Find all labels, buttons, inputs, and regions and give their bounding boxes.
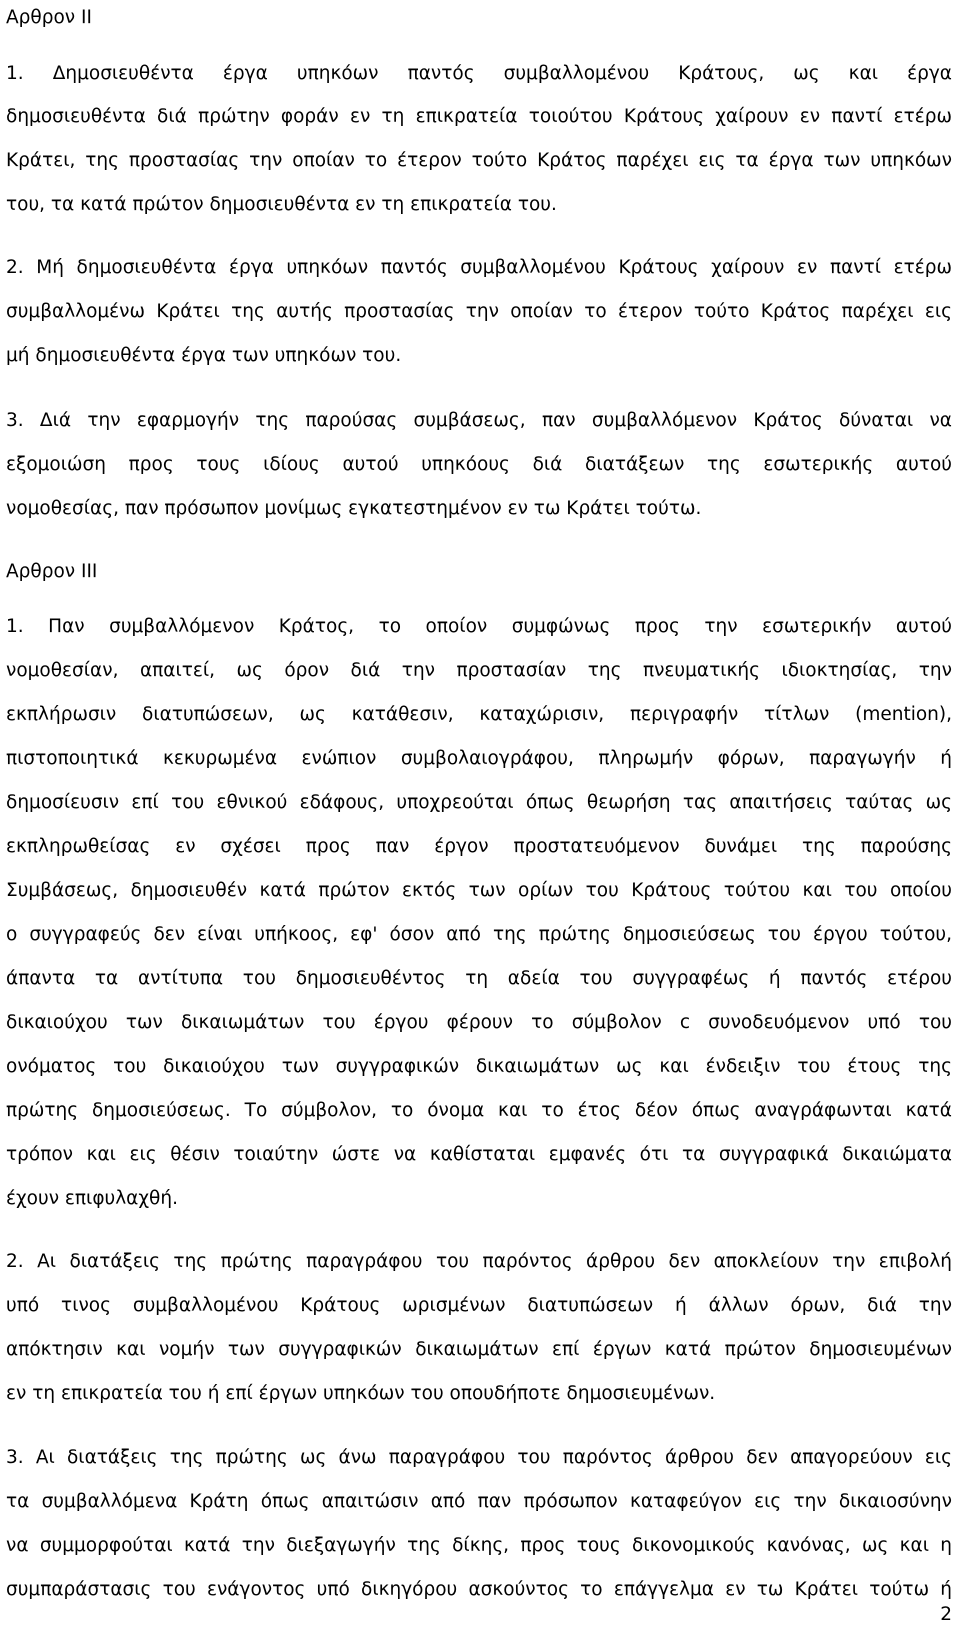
text-line: Συμβάσεως, δημοσιευθέν κατά πρώτον εκτός των ορίων του Κράτους τούτου και του οποίου bbox=[6, 880, 952, 901]
text-line: εν τη επικρατεία του ή επί έργων υπηκόων του οπουδήποτε δημοσιευμένων. bbox=[6, 1383, 716, 1404]
text-line: εκπλήρωσιν διατυπώσεων, ως κατάθεσιν, καταχώρισιν, περιγραφήν τίτλων (mention), bbox=[6, 704, 952, 725]
text-line: εκπληρωθείσας εν σχέσει προς παν έργον προστατευόμενον δυνάμει της παρούσης bbox=[6, 836, 952, 857]
text-line: 3. Αι διατάξεις της πρώτης ως άνω παραγράφου του παρόντος άρθρου δεν απαγορεύουν εις bbox=[6, 1447, 952, 1468]
text-line: έχουν επιφυλαχθή. bbox=[6, 1188, 178, 1209]
text-line: άπαντα τα αντίτυπα του δημοσιευθέντος τη αδεία του συγγραφέως ή παντός ετέρου bbox=[6, 968, 952, 989]
text-line: τα συμβαλλόμενα Κράτη όπως απαιτώσιν από παν πρόσωπον καταφεύγον εις την δικαιοσύνην bbox=[6, 1491, 952, 1512]
text-line: 2. Μή δημοσιευθέντα έργα υπηκόων παντός συμβαλλομένου Κράτους χαίρουν εν παντί ετέρω bbox=[6, 257, 952, 278]
page-number: 2 bbox=[940, 1604, 952, 1625]
text-line: υπό τινος συμβαλλομένου Κράτους ωρισμένων διατυπώσεων ή άλλων όρων, διά την bbox=[6, 1295, 952, 1316]
article-2-title: Αρθρον ΙΙ bbox=[6, 7, 92, 28]
text-line: του, τα κατά πρώτον δημοσιευθέντα εν τη επικρατεία του. bbox=[6, 194, 557, 215]
text-line: τρόπον και εις θέσιν τοιαύτην ώστε να καθίσταται εμφανές ότι τα συγγραφικά δικαιώματα bbox=[6, 1144, 952, 1165]
text-line: Κράτει, της προστασίας την οποίαν το έτερον τούτο Κράτος παρέχει εις τα έργα των υπηκόων bbox=[6, 150, 952, 171]
text-line: πιστοποιητικά κεκυρωμένα ενώπιον συμβολαιογράφου, πληρωμήν φόρων, παραγωγήν ή bbox=[6, 748, 952, 769]
text-line: συμπαράστασις του ενάγοντος υπό δικηγόρου ασκούντος το επάγγελμα εν τω Κράτει τούτω ή bbox=[6, 1579, 952, 1600]
text-line: 2. Αι διατάξεις της πρώτης παραγράφου του παρόντος άρθρου δεν αποκλείουν την επιβολή bbox=[6, 1251, 952, 1272]
text-line: 1. Παν συμβαλλόμενον Κράτος, το οποίον συμφώνως προς την εσωτερικήν αυτού bbox=[6, 616, 952, 637]
text-line: δικαιούχου των δικαιωμάτων του έργου φέρουν το σύμβολον c συνοδευόμενον υπό του bbox=[6, 1012, 952, 1033]
text-line: δημοσιευθέντα διά πρώτην φοράν εν τη επικρατεία τοιούτου Κράτους χαίρουν εν παντί ετέρω bbox=[6, 106, 952, 127]
text-line: απόκτησιν και νομήν των συγγραφικών δικαιωμάτων επί έργων κατά πρώτον δημοσιευμένων bbox=[6, 1339, 952, 1360]
text-line: να συμμορφούται κατά την διεξαγωγήν της δίκης, προς τους δικονομικούς κανόνας, ως και η bbox=[6, 1535, 952, 1556]
article-3-title: Αρθρον ΙΙΙ bbox=[6, 561, 98, 582]
text-line: νομοθεσίαν, απαιτεί, ως όρον διά την προστασίαν της πνευματικής ιδιοκτησίας, την bbox=[6, 660, 952, 681]
text-line: δημοσίευσιν επί του εθνικού εδάφους, υποχρεούται όπως θεωρήση τας απαιτήσεις ταύτας ως bbox=[6, 792, 952, 813]
text-line: 3. Διά την εφαρμογήν της παρούσας συμβάσεως, παν συμβαλλόμενον Κράτος δύναται να bbox=[6, 410, 952, 431]
text-line: ο συγγραφεύς δεν είναι υπήκοος, εφ' όσον από της πρώτης δημοσιεύσεως του έργου τούτου, bbox=[6, 924, 952, 945]
text-line: πρώτης δημοσιεύσεως. Το σύμβολον, το όνομα και το έτος δέον όπως αναγράφωνται κατά bbox=[6, 1100, 952, 1121]
text-line: συμβαλλομένω Κράτει της αυτής προστασίας την οποίαν το έτερον τούτο Κράτος παρέχει εις bbox=[6, 301, 952, 322]
text-line: 1. Δημοσιευθέντα έργα υπηκόων παντός συμβαλλομένου Κράτους, ως και έργα bbox=[6, 63, 952, 84]
text-line: μή δημοσιευθέντα έργα των υπηκόων του. bbox=[6, 345, 402, 366]
text-line: ονόματος του δικαιούχου των συγγραφικών δικαιωμάτων ως και ένδειξιν του έτους της bbox=[6, 1056, 952, 1077]
text-line: νομοθεσίας, παν πρόσωπον μονίμως εγκατεστημένον εν τω Κράτει τούτω. bbox=[6, 498, 702, 519]
text-line: εξομοιώση προς τους ιδίους αυτού υπηκόους διά διατάξεων της εσωτερικής αυτού bbox=[6, 454, 952, 475]
